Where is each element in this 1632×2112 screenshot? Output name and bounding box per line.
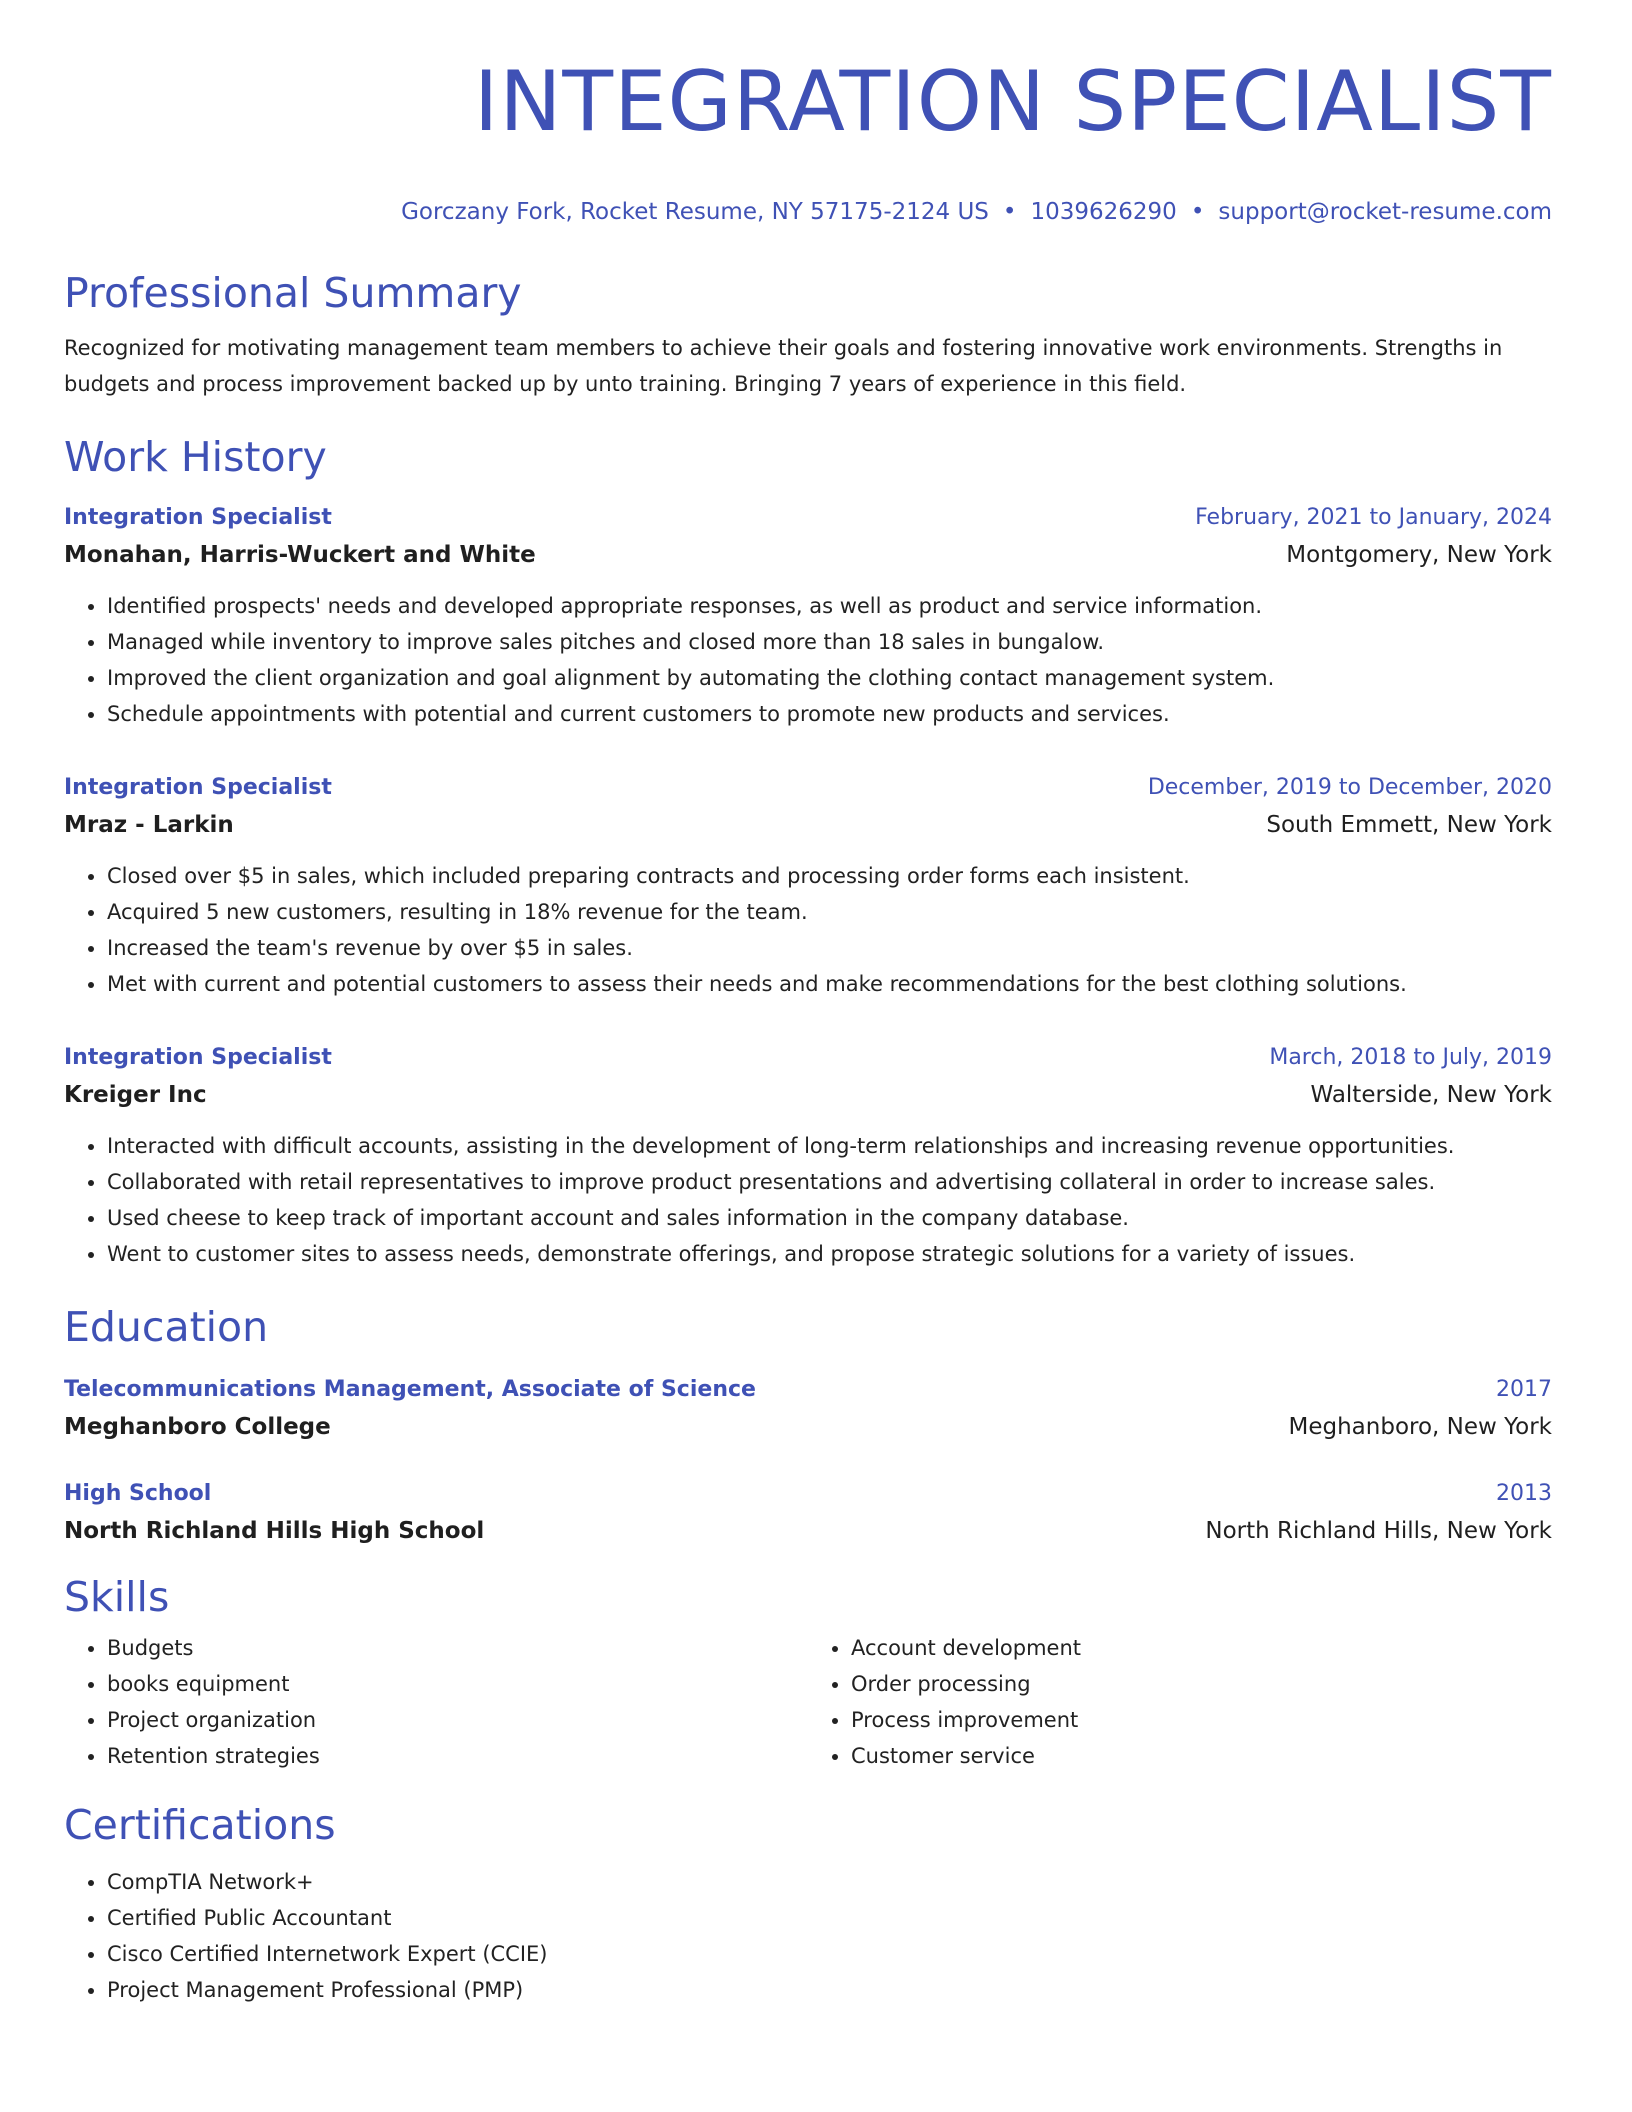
job-location: Montgomery, New York	[1286, 542, 1552, 568]
job-bullet: • Acquired 5 new customers, resulting in 18% revenue for the team.	[107, 894, 1552, 930]
job-bullet: • Increased the team's revenue by over $5 in sales.	[107, 930, 1552, 966]
skills-column-left	[64, 1630, 808, 1774]
skill-item: • Project organization	[107, 1702, 808, 1738]
job-company: Monahan, Harris-Wuckert and White	[64, 542, 536, 568]
job-entry	[64, 770, 1552, 1002]
education-year: 2017	[1496, 1377, 1552, 1402]
skill-item: • books equipment	[107, 1666, 808, 1702]
contact-phone: 1039626290	[1030, 199, 1177, 225]
job-role: Integration Specialist	[64, 1045, 332, 1070]
skills-column-right	[808, 1630, 1552, 1774]
summary-heading: Professional Summary	[64, 269, 522, 317]
job-bullet: • Schedule appointments with potential and current customers to promote new products and services.	[107, 696, 1552, 732]
skill-item: • Budgets	[107, 1630, 808, 1666]
job-role: Integration Specialist	[64, 775, 332, 800]
certification-item: • Certified Public Accountant	[107, 1900, 1552, 1936]
job-location: South Emmett, New York	[1266, 812, 1552, 838]
education-degree: High School	[64, 1481, 212, 1506]
summary-text: Recognized for motivating management team members to achieve their goals and fostering innovative work environments. Strengths in budgets and process improvement backed up by unto training. Bringing 7 years of experience in this field.	[64, 336, 1503, 396]
contact-email: support@rocket-resume.com	[1218, 199, 1552, 225]
education-heading: Education	[64, 1303, 269, 1351]
skill-item: • Customer service	[851, 1738, 1552, 1774]
certification-item: • Cisco Certified Internetwork Expert (CCIE)	[107, 1936, 1552, 1972]
job-dates: March, 2018 to July, 2019	[1269, 1045, 1552, 1070]
job-bullet: • Improved the client organization and goal alignment by automating the clothing contact management system.	[107, 660, 1552, 696]
job-location: Walterside, New York	[1310, 1082, 1552, 1108]
education-degree: Telecommunications Management, Associate of Science	[64, 1377, 756, 1402]
job-bullet: • Identified prospects' needs and developed appropriate responses, as well as product and service information.	[107, 588, 1552, 624]
job-role: Integration Specialist	[64, 505, 332, 530]
job-company: Mraz - Larkin	[64, 812, 234, 838]
job-entry	[64, 500, 1552, 732]
job-bullet: • Went to customer sites to assess needs, demonstrate offerings, and propose strategic solutions for a variety of issues.	[107, 1236, 1552, 1272]
certification-item: • CompTIA Network+	[107, 1864, 1552, 1900]
work-history-heading: Work History	[64, 433, 327, 481]
education-entry	[64, 1476, 1552, 1550]
skill-item: • Process improvement	[851, 1702, 1552, 1738]
job-bullet: • Used cheese to keep track of important account and sales information in the company database.	[107, 1200, 1552, 1236]
education-year: 2013	[1496, 1481, 1552, 1506]
education-school: Meghanboro College	[64, 1414, 331, 1440]
education-location: Meghanboro, New York	[1288, 1414, 1552, 1440]
contact-line	[64, 196, 1552, 228]
job-bullets	[64, 1128, 1552, 1272]
job-bullets	[64, 588, 1552, 732]
resume-name: INTEGRATION SPECIALIST	[473, 53, 1552, 150]
job-company: Kreiger Inc	[64, 1082, 207, 1108]
education-school: North Richland Hills High School	[64, 1518, 485, 1544]
job-dates: February, 2021 to January, 2024	[1195, 505, 1552, 530]
education-location: North Richland Hills, New York	[1205, 1518, 1552, 1544]
job-bullet: • Collaborated with retail representatives to improve product presentations and advertising collateral in order to increase sales.	[107, 1164, 1552, 1200]
job-entry	[64, 1040, 1552, 1272]
contact-address: Gorczany Fork, Rocket Resume, NY 57175-2124 US	[401, 199, 989, 225]
certifications-heading: Certifications	[64, 1801, 336, 1849]
job-bullet: • Met with current and potential customers to assess their needs and make recommendations for the best clothing solutions.	[107, 966, 1552, 1002]
job-bullet: • Closed over $5 in sales, which included preparing contracts and processing order forms each insistent.	[107, 858, 1552, 894]
education-entry	[64, 1372, 1552, 1446]
skill-item: • Retention strategies	[107, 1738, 808, 1774]
skills-heading: Skills	[64, 1573, 170, 1621]
job-bullets	[64, 858, 1552, 1002]
certifications-list	[64, 1864, 1552, 2008]
skill-item: • Account development	[851, 1630, 1552, 1666]
job-dates: December, 2019 to December, 2020	[1147, 775, 1552, 800]
skills-grid	[64, 1630, 1552, 1774]
contact-separator: •	[1190, 199, 1205, 225]
skill-item: • Order processing	[851, 1666, 1552, 1702]
certification-item: • Project Management Professional (PMP)	[107, 1972, 1552, 2008]
job-bullet: • Managed while inventory to improve sales pitches and closed more than 18 sales in bungalow.	[107, 624, 1552, 660]
contact-separator: •	[1002, 199, 1017, 225]
job-bullet: • Interacted with difficult accounts, assisting in the development of long-term relationships and increasing revenue opportunities.	[107, 1128, 1552, 1164]
